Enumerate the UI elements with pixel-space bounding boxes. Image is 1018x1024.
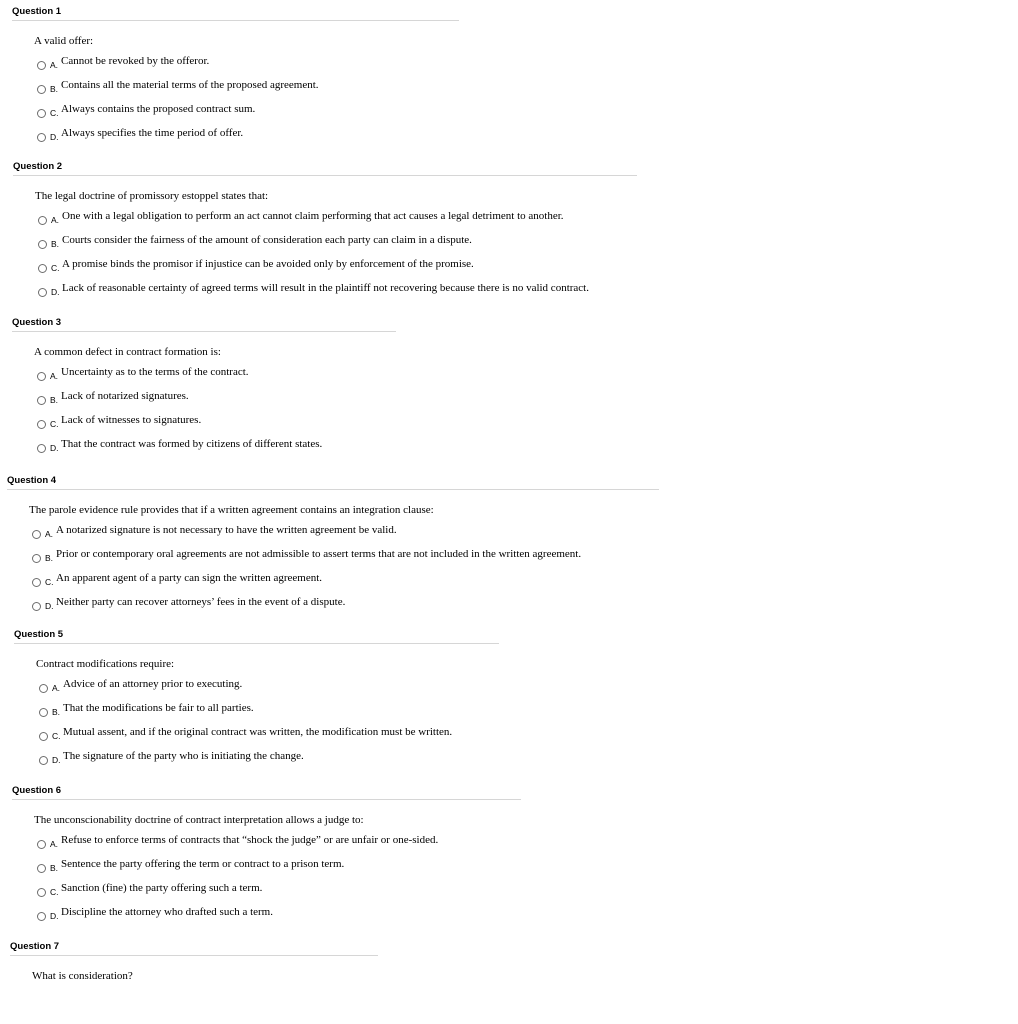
option-letter: D.: [50, 911, 59, 921]
radio-button[interactable]: [37, 420, 46, 429]
radio-button[interactable]: [37, 372, 46, 381]
option-letter: A.: [50, 371, 59, 381]
question-header: Question 7: [10, 941, 378, 956]
option-text: One with a legal obligation to perform an act cannot claim performing that act causes a legal detriment to another.: [62, 210, 564, 222]
radio-button[interactable]: [32, 530, 41, 539]
option-c[interactable]: [37, 413, 396, 437]
option-letter: C.: [51, 263, 60, 273]
option-letter: D.: [50, 132, 59, 142]
option-letter: B.: [52, 707, 61, 717]
radio-button[interactable]: [32, 602, 41, 611]
option-b[interactable]: [37, 857, 521, 881]
option-letter: D.: [51, 287, 60, 297]
radio-button[interactable]: [39, 732, 48, 741]
option-text: Lack of reasonable certainty of agreed terms will result in the plaintiff not recovering because there is no valid contract.: [62, 282, 589, 294]
option-text: Contains all the material terms of the proposed agreement.: [61, 79, 319, 91]
option-letter: D.: [52, 755, 61, 765]
radio-button[interactable]: [39, 708, 48, 717]
option-text: Uncertainty as to the terms of the contract.: [61, 366, 249, 378]
option-letter: B.: [50, 84, 59, 94]
question-3: [12, 317, 396, 461]
option-d[interactable]: [37, 437, 396, 461]
option-text: Sanction (fine) the party offering such a term.: [61, 882, 263, 894]
option-letter: C.: [50, 887, 59, 897]
option-letter: C.: [45, 577, 54, 587]
option-letter: D.: [50, 443, 59, 453]
radio-button[interactable]: [32, 554, 41, 563]
option-b[interactable]: [32, 547, 659, 571]
option-letter: D.: [45, 601, 54, 611]
option-text: The signature of the party who is initiating the change.: [63, 750, 304, 762]
radio-button[interactable]: [37, 133, 46, 142]
question-prompt: What is consideration?: [32, 970, 133, 982]
radio-button[interactable]: [37, 912, 46, 921]
option-a[interactable]: [37, 54, 459, 78]
option-text: Courts consider the fairness of the amount of consideration each party can claim in a dispute.: [62, 234, 472, 246]
option-c[interactable]: [39, 725, 499, 749]
radio-button[interactable]: [37, 85, 46, 94]
option-text: Sentence the party offering the term or contract to a prison term.: [61, 858, 345, 870]
option-d[interactable]: [32, 595, 659, 619]
option-text: Prior or contemporary oral agreements are not admissible to assert terms that are not included in the written agreement.: [56, 548, 582, 560]
option-b[interactable]: [37, 389, 396, 413]
option-text: Always contains the proposed contract sum.: [61, 103, 256, 115]
option-letter: C.: [52, 731, 61, 741]
option-letter: A.: [45, 529, 54, 539]
answer-options: [37, 365, 396, 461]
option-d[interactable]: [39, 749, 499, 773]
question-header: Question 2: [13, 161, 637, 176]
option-letter: A.: [50, 839, 59, 849]
question-prompt: The legal doctrine of promissory estoppel states that:: [35, 190, 269, 202]
option-letter: C.: [50, 419, 59, 429]
question-header: Question 1: [12, 6, 459, 21]
option-letter: C.: [50, 108, 59, 118]
radio-button[interactable]: [37, 840, 46, 849]
option-d[interactable]: [37, 905, 521, 929]
radio-button[interactable]: [38, 288, 47, 297]
radio-button[interactable]: [39, 756, 48, 765]
option-text: Cannot be revoked by the offeror.: [61, 55, 210, 67]
option-c[interactable]: [38, 257, 637, 281]
option-letter: B.: [51, 239, 60, 249]
option-letter: A.: [51, 215, 60, 225]
question-header: Question 6: [12, 785, 521, 800]
question-1: [12, 6, 459, 150]
option-letter: B.: [50, 395, 59, 405]
option-text: Advice of an attorney prior to executing.: [63, 678, 243, 690]
radio-button[interactable]: [37, 444, 46, 453]
radio-button[interactable]: [37, 864, 46, 873]
option-b[interactable]: [37, 78, 459, 102]
option-letter: A.: [50, 60, 59, 70]
option-text: That the modifications be fair to all parties.: [63, 702, 254, 714]
answer-options: [38, 209, 637, 305]
option-c[interactable]: [37, 102, 459, 126]
radio-button[interactable]: [39, 684, 48, 693]
option-text: Neither party can recover attorneys’ fees in the event of a dispute.: [56, 596, 346, 608]
option-text: Discipline the attorney who drafted such a term.: [61, 906, 273, 918]
option-a[interactable]: [38, 209, 637, 233]
answer-options: [37, 54, 459, 150]
option-c[interactable]: [37, 881, 521, 905]
question-prompt: A common defect in contract formation is:: [34, 346, 221, 358]
option-d[interactable]: [37, 126, 459, 150]
option-letter: B.: [50, 863, 59, 873]
answer-options: [32, 523, 659, 619]
option-a[interactable]: [37, 365, 396, 389]
radio-button[interactable]: [37, 61, 46, 70]
question-prompt: Contract modifications require:: [36, 658, 175, 670]
answer-options: [37, 833, 521, 929]
radio-button[interactable]: [32, 578, 41, 587]
option-text: Refuse to enforce terms of contracts that “shock the judge” or are unfair or one-sided.: [61, 834, 439, 846]
radio-button[interactable]: [38, 216, 47, 225]
question-6: [12, 785, 521, 929]
option-d[interactable]: [38, 281, 637, 305]
option-text: A promise binds the promisor if injustice can be avoided only by enforcement of the promise.: [62, 258, 474, 270]
question-header: Question 4: [7, 475, 659, 490]
option-text: Lack of witnesses to signatures.: [61, 414, 202, 426]
option-c[interactable]: [32, 571, 659, 595]
question-2: [13, 161, 637, 305]
answer-options: [39, 677, 499, 773]
question-prompt: The parole evidence rule provides that if a written agreement contains an integration clause:: [29, 504, 434, 516]
option-a[interactable]: [37, 833, 521, 857]
option-b[interactable]: [38, 233, 637, 257]
option-text: That the contract was formed by citizens of different states.: [61, 438, 323, 450]
option-text: Always specifies the time period of offer.: [61, 127, 244, 139]
option-a[interactable]: [32, 523, 659, 547]
question-5: [14, 629, 499, 773]
option-a[interactable]: [39, 677, 499, 701]
radio-button[interactable]: [37, 109, 46, 118]
question-prompt: A valid offer:: [34, 35, 94, 47]
question-header: Question 3: [12, 317, 396, 332]
option-text: Lack of notarized signatures.: [61, 390, 189, 402]
question-4: [7, 475, 659, 619]
option-letter: A.: [52, 683, 61, 693]
question-7: [10, 941, 378, 983]
option-text: A notarized signature is not necessary to have the written agreement be valid.: [56, 524, 397, 536]
radio-button[interactable]: [37, 396, 46, 405]
option-b[interactable]: [39, 701, 499, 725]
option-letter: B.: [45, 553, 54, 563]
radio-button[interactable]: [38, 240, 47, 249]
option-text: An apparent agent of a party can sign the written agreement.: [56, 572, 323, 584]
question-prompt: The unconscionability doctrine of contract interpretation allows a judge to:: [34, 814, 364, 826]
option-text: Mutual assent, and if the original contract was written, the modification must be written.: [63, 726, 453, 738]
radio-button[interactable]: [37, 888, 46, 897]
radio-button[interactable]: [38, 264, 47, 273]
question-header: Question 5: [14, 629, 499, 644]
